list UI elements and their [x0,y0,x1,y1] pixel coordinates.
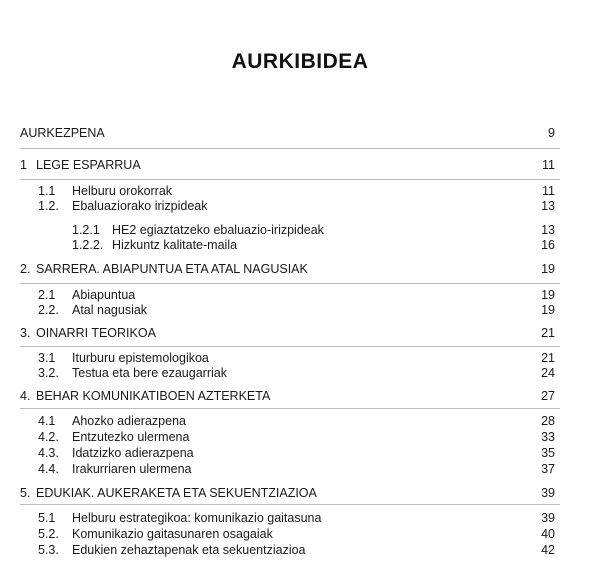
section-number: 1.1 [38,184,56,198]
entry-text: AURKEZPENA [20,126,105,140]
page-number: 39 [541,486,555,500]
page-number: 13 [541,223,555,237]
page-number: 21 [541,326,555,340]
section-number: 5.3. [38,543,59,557]
section-number: 2.1 [38,288,56,302]
page-number: 13 [541,199,555,213]
entry-text: EDUKIAK. AUKERAKETA ETA SEKUENTZIAZIOA [36,486,317,500]
entry-text: HE2 egiaztatzeko ebaluazio-irizpideak [112,223,324,237]
page-number: 11 [542,158,555,172]
entry-text: Irakurriaren ulermena [72,462,192,476]
page-number: 39 [541,511,555,525]
entry-text: Entzutezko ulermena [72,430,190,444]
section-number: 4.2. [38,430,59,444]
section-number: 4. [20,389,31,403]
entry-text: Iturburu epistemologikoa [72,351,209,365]
page-number: 33 [541,430,555,444]
separator-line [20,148,560,149]
entry-text: Idatzizko adierazpena [72,446,194,460]
section-number: 4.1 [38,414,56,428]
section-number: 1.2.2. [72,238,104,252]
page-number: 21 [541,351,555,365]
page-number: 27 [541,389,555,403]
page-number: 37 [541,462,555,476]
section-number: 5.2. [38,527,59,541]
page-number: 24 [541,366,555,380]
separator-line [20,179,560,180]
separator-line [20,504,560,505]
page-title: AURKIBIDEA [231,50,369,73]
separator-line [20,408,560,409]
entry-text: Testua eta bere ezaugarriak [72,366,227,380]
section-number: 2. [20,262,31,276]
section-number: 3.2. [38,366,59,380]
entry-text: Ebaluaziorako irizpideak [72,199,208,213]
entry-text: Helburu orokorrak [72,184,173,198]
entry-text: BEHAR KOMUNIKATIBOEN AZTERKETA [36,389,271,403]
page-number: 9 [548,126,555,140]
section-number: 1 [20,158,27,172]
section-number: 3.1 [38,351,56,365]
entry-text: SARRERA. ABIAPUNTUA ETA ATAL NAGUSIAK [36,262,308,276]
page-number: 16 [541,238,555,252]
section-number: 4.4. [38,462,59,476]
page-number: 35 [541,446,555,460]
section-number: 3. [20,326,31,340]
page-number: 19 [541,262,555,276]
entry-text: OINARRI TEORIKOA [36,326,156,340]
entry-text: Abiapuntua [72,288,136,302]
section-number: 2.2. [38,303,59,317]
section-number: 1.2.1 [72,223,100,237]
entry-text: Hizkuntz kalitate-maila [112,238,238,252]
page-number: 40 [541,527,555,541]
page-number: 11 [542,184,555,198]
entry-text: Ahozko adierazpena [72,414,186,428]
section-number: 5. [20,486,31,500]
entry-text: Atal nagusiak [72,303,148,317]
entry-text: Edukien zehaztapenak eta sekuentziazioa [72,543,306,557]
page-number: 19 [541,288,555,302]
entry-text: Komunikazio gaitasunaren osagaiak [72,527,273,541]
section-number: 5.1 [38,511,56,525]
separator-line [20,346,560,347]
page-number: 19 [541,303,555,317]
section-number: 1.2. [38,199,59,213]
page-number: 42 [541,543,555,557]
entry-text: LEGE ESPARRUA [36,158,141,172]
section-number: 4.3. [38,446,59,460]
page-number: 28 [541,414,555,428]
entry-text: Helburu estrategikoa: komunikazio gaitasuna [72,511,322,525]
separator-line [20,283,560,284]
